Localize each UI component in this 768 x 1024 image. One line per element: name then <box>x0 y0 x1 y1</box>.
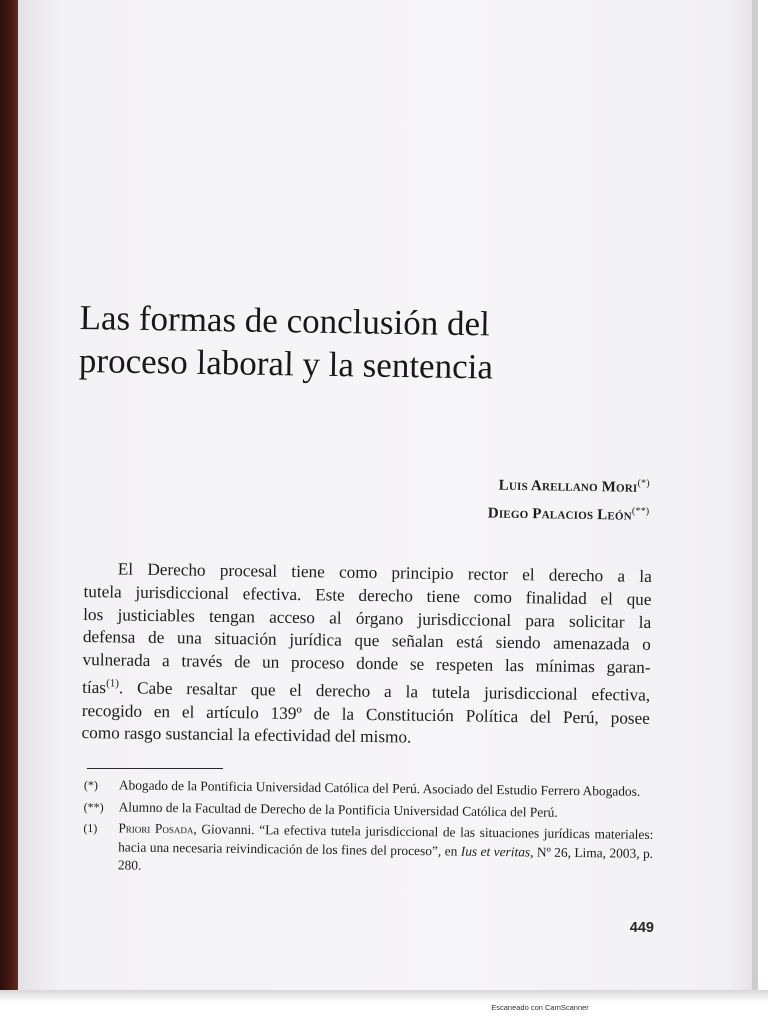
author-1 <box>380 468 650 500</box>
body-paragraph <box>81 558 652 753</box>
author-2-mark: (**) <box>631 505 650 517</box>
footnote-separator <box>87 768 223 769</box>
body-line: defensa de una situación jurídica que señalan está siendo amenazada o <box>82 627 651 655</box>
author-block <box>379 468 650 528</box>
footnote-mark: (**) <box>83 799 104 814</box>
footnote-text: Alumno de la Facultad de Derecho de la Pontificia Universidad Católica del Perú. <box>118 798 558 820</box>
cited-author: Priori Posada <box>118 820 194 837</box>
footnotes <box>83 776 654 884</box>
journal-title: Ius et veritas <box>460 843 531 859</box>
footnote-ref-1: (1) <box>106 677 120 690</box>
author-1-name: Luis Arellano Mori <box>498 477 638 496</box>
body-line: los justiciables tengan acceso al órgano jurisdiccional para solicitar la <box>83 604 652 632</box>
citation-text: , Giovanni. “La efectiva tutela jurisdiccional de las situaciones jurídicas materiales: hacia una necesaria reivindicación de los fines del proceso”, en <box>118 821 654 859</box>
body-line: recogido en el artículo 139º de la Constitución Política del Perú, posee <box>81 700 650 728</box>
footnote-mark: (1) <box>83 820 98 836</box>
chapter-title-line-2: proceso laboral y la sentencia <box>78 340 494 387</box>
body-line: como rasgo sustancial la efectividad del mismo. <box>81 723 412 747</box>
author-2 <box>379 496 649 528</box>
author-1-mark: (*) <box>637 477 650 489</box>
footnote-3 <box>83 819 654 881</box>
body-text: tías <box>82 677 107 698</box>
footnote-text: Abogado de la Pontificia Universidad Católica del Perú. Asociado del Estudio Ferrero Abogados. <box>118 777 641 799</box>
page-number: 449 <box>629 920 654 936</box>
scanner-watermark: Escaneado con CamScanner <box>491 1003 589 1012</box>
citation-text: , Nº 26, Lima, 2003, p. 280. <box>117 843 654 873</box>
body-text: . Cabe resaltar que el derecho a la tutela jurisdiccional efectiva, <box>118 678 651 705</box>
chapter-title-line-1: Las formas de conclusión del <box>79 297 491 344</box>
chapter-title <box>79 296 600 390</box>
page-right-edge <box>752 0 758 992</box>
author-2-name: Diego Palacios León <box>487 505 632 524</box>
body-line: vulnerada a través de un proceso donde se respeten las mínimas garan- <box>82 650 651 678</box>
page-bottom-shadow <box>0 990 768 1002</box>
body-line: El Derecho procesal tiene como principio rector el derecho a la <box>117 559 652 586</box>
footnote-text <box>118 819 654 881</box>
footnote-mark: (*) <box>83 777 98 793</box>
body-line: tutela jurisdiccional efectiva. Este derecho tiene como finalidad el que <box>83 581 652 609</box>
